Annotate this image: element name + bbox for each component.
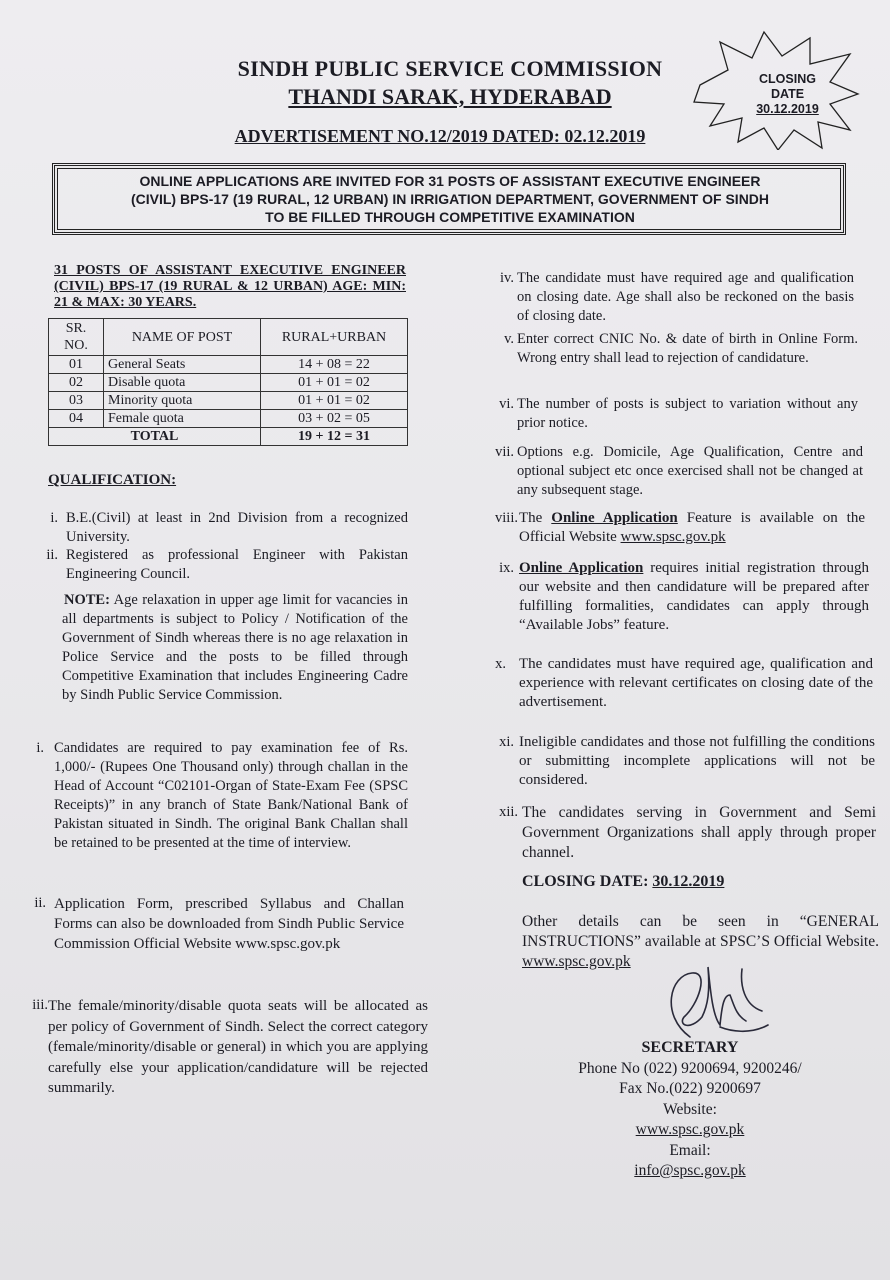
item-num: i. [36,740,44,756]
cell-sr: 01 [49,356,104,374]
secretary-title: SECRETARY [641,1039,739,1056]
qual-item: B.E.(Civil) at least in 2nd Division from a recognized University. [66,510,408,545]
government-employees-item: The candidates serving in Government and Semi Government Organizations shall apply through proper channel. [522,804,876,861]
table-row [49,392,408,410]
table-row [49,410,408,428]
closing-date-stamp [735,72,840,117]
closing-date-label: CLOSING DATE: [522,873,653,890]
item-text: Feature is available on the Official Website [519,510,865,545]
col-name-of-post: NAME OF POST [104,319,261,356]
posts-heading: 31 POSTS OF ASSISTANT EXECUTIVE ENGINEER (CIVIL) BPS-17 (19 RURAL & 12 URBAN) AGE: MIN: 21 & MAX: 30 YEARS. [54,263,406,310]
age-note [62,591,408,705]
cell-sr: 04 [49,410,104,428]
cell-post: Female quota [104,410,261,428]
advertisement-number: ADVERTISEMENT NO.12/2019 DATED: 02.12.2019 [234,126,646,146]
qual-num: ii. [46,547,58,563]
registration-item [519,559,869,635]
item-num: xi. [499,734,514,750]
options-item: Options e.g. Domicile, Age Qualification, Centre and optional subject etc once exercised shall not be changed at any subsequent stage. [517,444,863,498]
cell-sr: 02 [49,374,104,392]
total-label: TOTAL [49,428,261,446]
col-rural-urban: RURAL+URBAN [261,319,408,356]
cell-post: Disable quota [104,374,261,392]
ineligible-item: Ineligible candidates and those not fulfilling the conditions or submitting incomplete applications will not be considered. [519,734,875,788]
headline-text [60,172,840,226]
website-link[interactable]: www.spsc.gov.pk [635,1121,745,1138]
website-line [540,1100,840,1141]
cnic-item: Enter correct CNIC No. & date of birth in Online Form. Wrong entry shall lead to rejection of candidature. [517,331,858,366]
note-text: Age relaxation in upper age limit for vacancies in all departments is subject to Policy / Notification of the Government of Sindh whereas there is no age relaxation in Police Service and the posts to be filled through Competitive Examination that includes Engineering Cadre by Sindh Public Service Commission. [62,592,409,703]
qualification-heading: QUALIFICATION: [48,472,177,488]
quota-item: The female/minority/disable quota seats will be allocated as per policy of Government of Sindh. Select the correct category (female/minority/disable or general) in which you are applying carefully else your application/candidature will be rejected summarily. [48,998,428,1096]
email-link[interactable]: info@spsc.gov.pk [634,1162,746,1179]
table-total-row [49,428,408,446]
table-row [49,356,408,374]
spsc-website-link[interactable]: www.spsc.gov.pk [620,529,726,545]
headline-line-1: ONLINE APPLICATIONS ARE INVITED FOR 31 POSTS OF ASSISTANT EXECUTIVE ENGINEER [139,173,761,189]
stamp-line-2: DATE [770,87,805,101]
online-application-link[interactable]: Online Application [519,560,644,576]
item-num: ii. [34,895,46,911]
forms-item: Application Form, prescribed Syllabus and Challan Forms can also be downloaded from Sindh Public Service Commission Official Website www.spsc.gov.pk [54,896,404,952]
online-application-link[interactable]: Online Application [551,510,678,526]
item-num: viii. [495,510,518,526]
other-details-link[interactable]: www.spsc.gov.pk [522,953,631,970]
item-text: requires initial registration through our website and then candidature will be prepared after fulfilling formalities, candidates can apply through “Available Jobs” feature. [519,560,869,633]
experience-item: The candidates must have required age, qualification and experience with relevant certificates on closing date of the advertisement. [519,656,873,710]
headline-line-3: TO BE FILLED THROUGH COMPETITIVE EXAMINATION [265,209,635,225]
fax-number: Fax No.(022) 9200697 [619,1080,761,1097]
age-qualification-item: The candidate must have required age and qualification on closing date. Age shall also be reckoned on the basis of closing date. [517,270,854,324]
org-name: SINDH PUBLIC SERVICE COMMISSION [237,56,663,81]
cell-count: 01 + 01 = 02 [261,392,408,410]
item-num: ix. [499,560,514,576]
col-sr-no: SR. NO. [49,319,104,356]
online-application-item [519,509,865,547]
other-details-text: Other details can be seen in “GENERAL INSTRUCTIONS” available at SPSC’S Official Website. [522,913,879,950]
phone-number: Phone No (022) 9200694, 9200246/ [578,1059,802,1077]
item-num: vi. [499,396,514,412]
item-num: vii. [495,444,514,460]
cell-post: Minority quota [104,392,261,410]
cell-count: 01 + 01 = 02 [261,374,408,392]
email-label: Email: [669,1141,711,1159]
headline-line-2: (CIVIL) BPS-17 (19 RURAL, 12 URBAN) IN IRRIGATION DEPARTMENT, GOVERNMENT OF SINDH [130,191,770,207]
item-num: xii. [499,804,518,820]
qual-item: Registered as professional Engineer with Pakistan Engineering Council. [66,547,408,582]
stamp-line-1: CLOSING [759,72,816,86]
email-line [540,1141,840,1182]
fee-item: Candidates are required to pay examination fee of Rs. 1,000/- (Rupees One Thousand only) through challan in the Head of Account “C02101-Organ of State-Exam Fee (SPSC Receipts)” in any branch of State Bank/National Bank of Pakistan situated in Sindh. The original Bank Challan shall be retained to be presented at the time of interview. [54,740,408,851]
posts-variation-item: The number of posts is subject to variation without any prior notice. [517,396,858,431]
table-row [49,374,408,392]
note-label: NOTE: [64,592,110,608]
cell-count: 03 + 02 = 05 [261,410,408,428]
total-value: 19 + 12 = 31 [261,428,408,446]
item-num: v. [504,331,514,347]
item-num: x. [495,656,506,672]
cell-post: General Seats [104,356,261,374]
website-label: Website: [663,1100,717,1118]
org-address: THANDI SARAK, HYDERABAD [288,84,612,109]
cell-sr: 03 [49,392,104,410]
stamp-date: 30.12.2019 [756,102,819,116]
cell-count: 14 + 08 = 22 [261,356,408,374]
item-prefix: The [519,510,552,526]
item-num: iii. [32,997,48,1013]
signature-icon [650,955,780,1050]
closing-date [522,873,724,891]
table-header-row [49,319,408,356]
qual-num: i. [50,510,58,526]
item-num: iv. [500,270,514,286]
posts-table [48,318,408,446]
closing-date-value: 30.12.2019 [652,873,725,890]
signatory-block [540,1038,840,1182]
